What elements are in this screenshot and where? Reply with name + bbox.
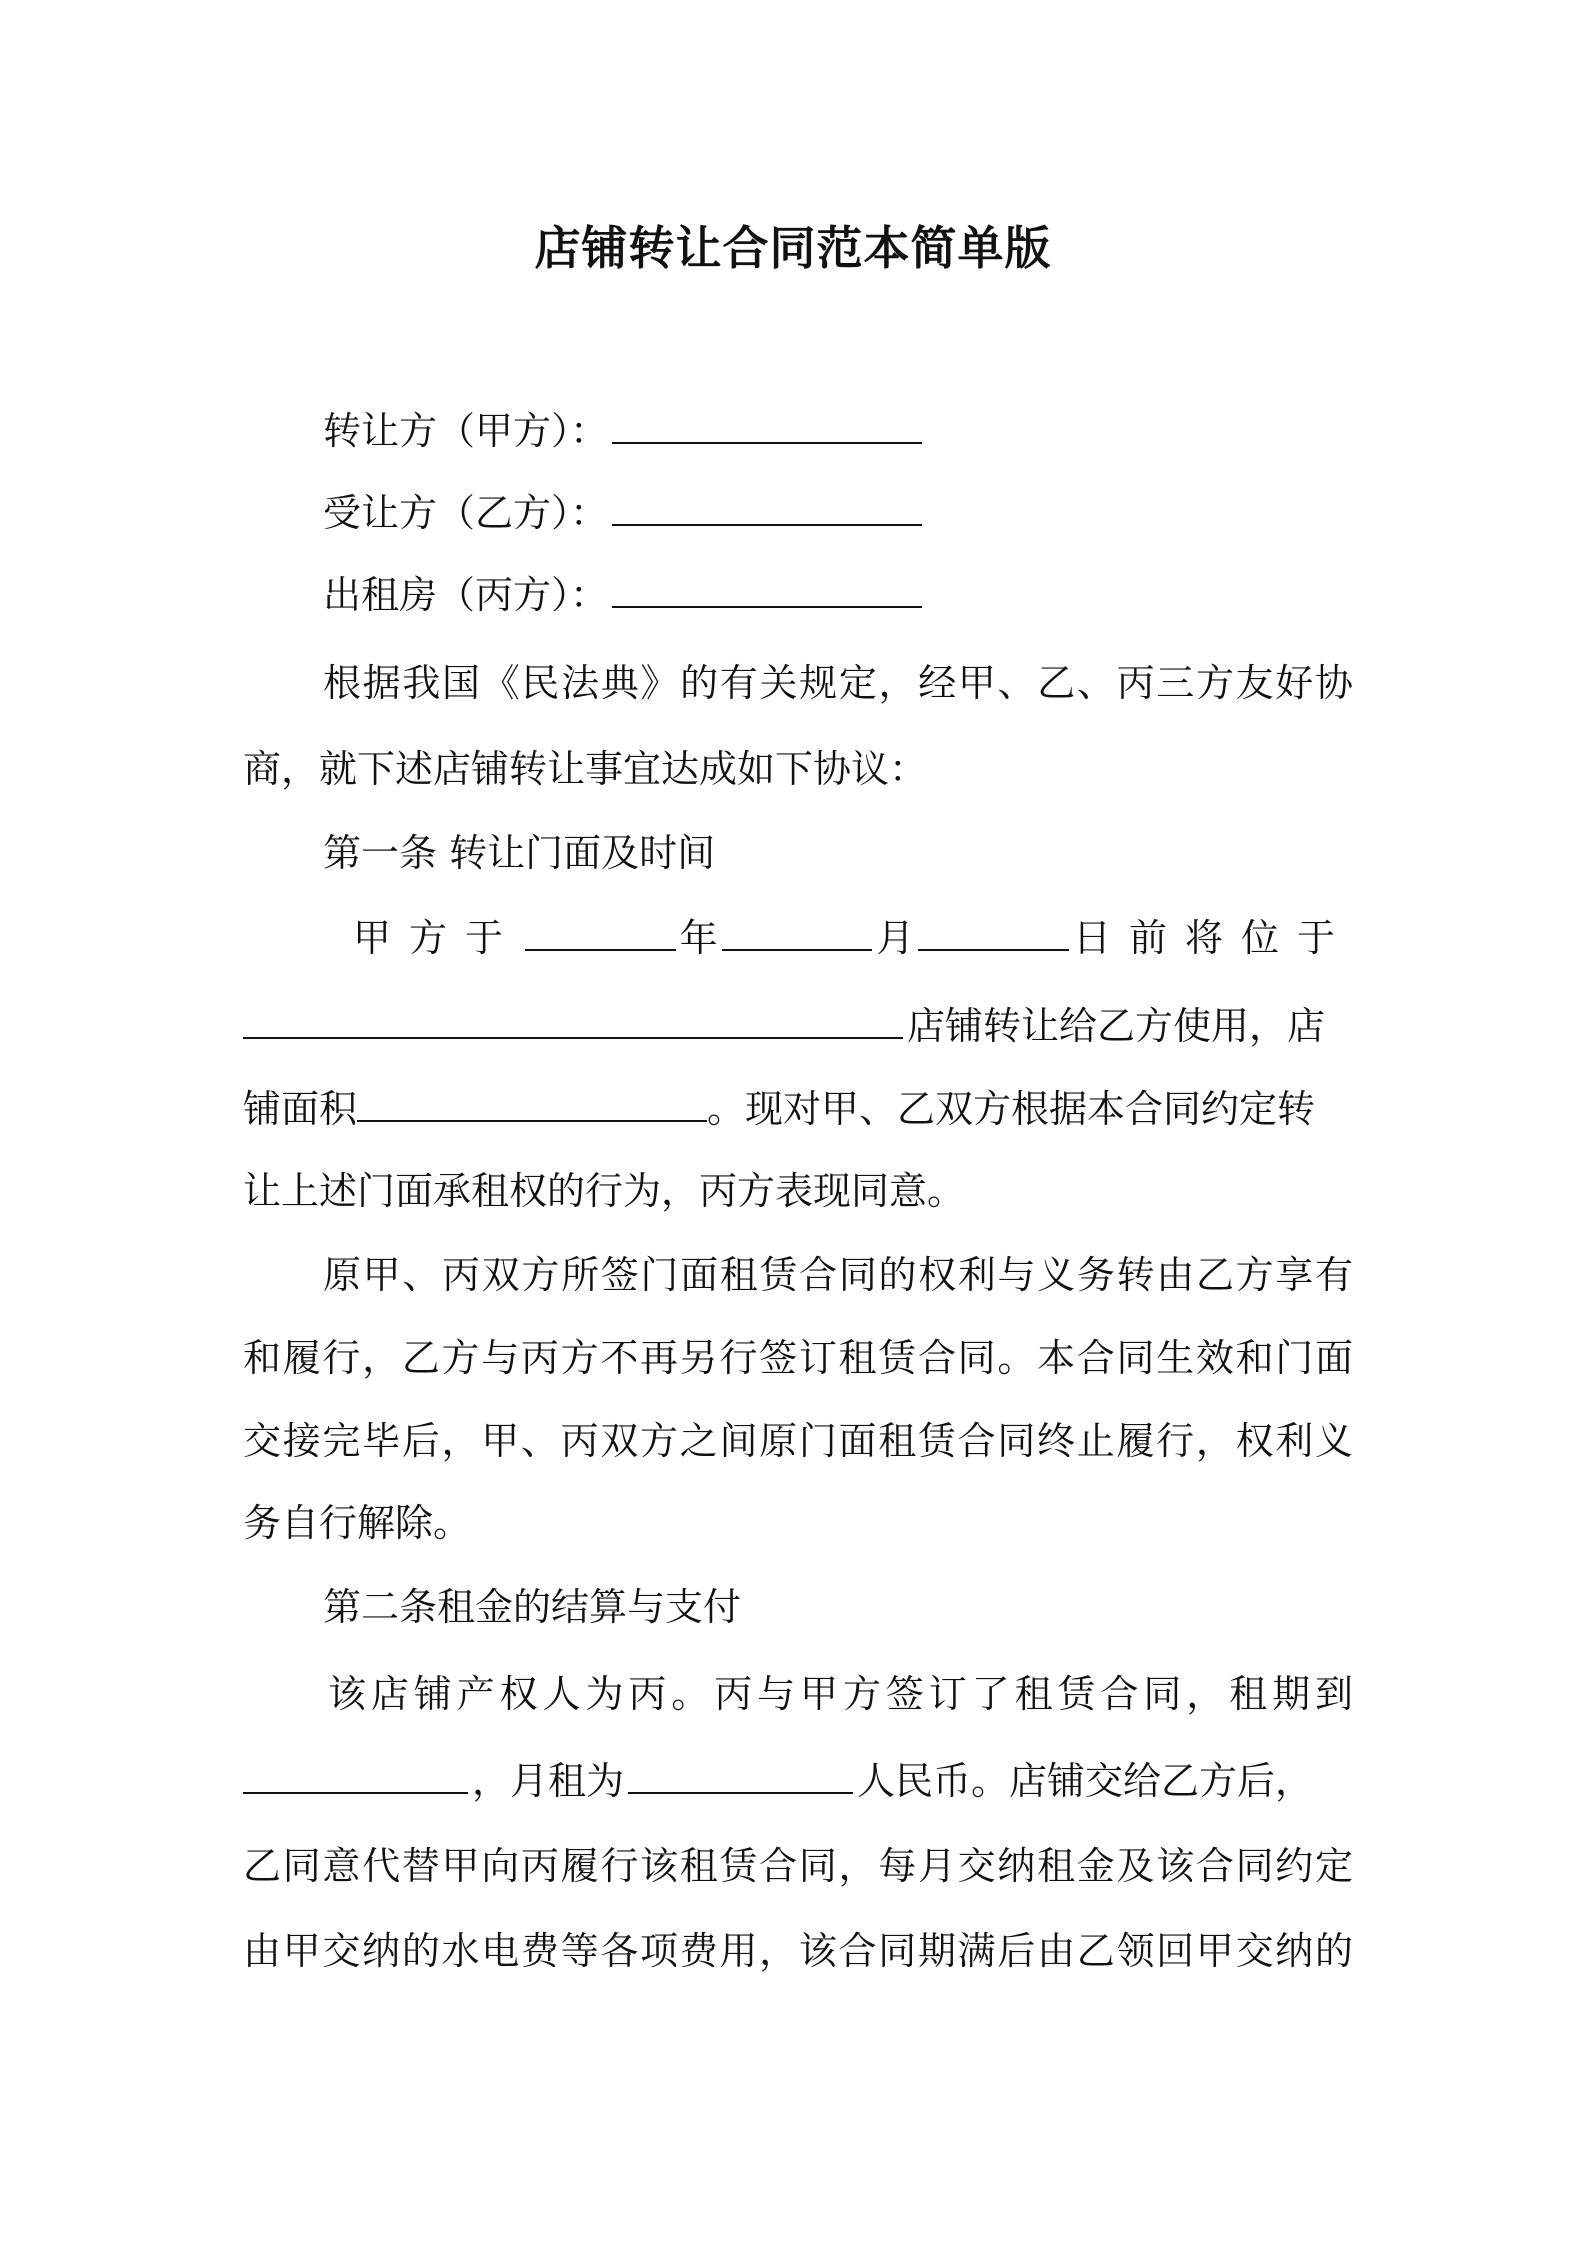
article-2-line-4: 由甲交纳的水电费等各项费用，该合同期满后由乙领回甲交纳的 xyxy=(243,1929,1353,1973)
party-transferor xyxy=(243,408,1433,454)
text-segment: 甲方于 xyxy=(353,916,522,960)
article-2-line-3: 乙同意代替甲向丙履行该租赁合同，每月交纳租金及该合同约定 xyxy=(243,1844,1353,1888)
intro-line-2: 商，就下述店铺转让事宜达成如下协议： xyxy=(243,747,928,791)
article-1-para2-line-1: 原甲、丙双方所签门面租赁合同的权利与义务转由乙方享有 xyxy=(323,1253,1353,1297)
party-label: 转让方（甲方）： xyxy=(323,409,609,453)
month-blank[interactable] xyxy=(722,919,873,951)
text-segment: 店铺转让给乙方使用，店 xyxy=(907,1004,1326,1048)
article-1-para2-line-2: 和履行，乙方与丙方不再另行签订租赁合同。本合同生效和门面 xyxy=(243,1336,1353,1380)
text-segment: ，月租为 xyxy=(472,1759,625,1803)
article-1-date-line xyxy=(243,915,1353,961)
article-1-para2-line-3: 交接完毕后，甲、丙双方之间原门面租赁合同终止履行，权利义 xyxy=(243,1419,1353,1463)
text-segment: 人民币。店铺交给乙方后， xyxy=(857,1759,1314,1803)
intro-line-1: 根据我国《民法典》的有关规定，经甲、乙、丙三方友好协 xyxy=(323,661,1353,705)
article-1-area-line xyxy=(243,1086,1353,1132)
year-blank[interactable] xyxy=(525,919,676,951)
text-segment: 。现对甲、乙双方根据本合同约定转 xyxy=(707,1087,1316,1131)
text-segment: 年 xyxy=(679,916,718,960)
shop-area-blank[interactable] xyxy=(357,1090,707,1122)
article-1-heading: 第一条 转让门面及时间 xyxy=(323,831,716,875)
party-lessor xyxy=(243,572,1433,618)
text-segment: 日前将位于 xyxy=(1072,916,1353,960)
article-1-line-4: 让上述门面承租权的行为，丙方表现同意。 xyxy=(243,1169,966,1213)
text-segment: 月 xyxy=(876,916,915,960)
party-label: 受让方（乙方）： xyxy=(323,491,609,535)
document-title: 店铺转让合同范本简单版 xyxy=(534,221,1052,275)
monthly-rent-blank[interactable] xyxy=(628,1762,853,1794)
blank-field[interactable] xyxy=(612,412,922,444)
article-2-line-1: 该店铺产权人为丙。丙与甲方签订了租赁合同，租期到 xyxy=(328,1672,1353,1716)
lease-term-blank[interactable] xyxy=(243,1762,468,1794)
article-2-heading: 第二条租金的结算与支付 xyxy=(323,1585,742,1629)
day-blank[interactable] xyxy=(918,919,1069,951)
article-1-shop-line xyxy=(243,1003,1353,1049)
text-segment: 铺面积 xyxy=(243,1087,358,1131)
party-transferee xyxy=(243,490,1433,536)
blank-field[interactable] xyxy=(612,494,922,526)
shop-location-blank[interactable] xyxy=(243,1007,903,1039)
blank-field[interactable] xyxy=(612,576,922,608)
article-1-para2-line-4: 务自行解除。 xyxy=(243,1501,472,1545)
party-label: 出租房（丙方）： xyxy=(323,573,609,617)
article-2-line-2 xyxy=(243,1758,1353,1804)
